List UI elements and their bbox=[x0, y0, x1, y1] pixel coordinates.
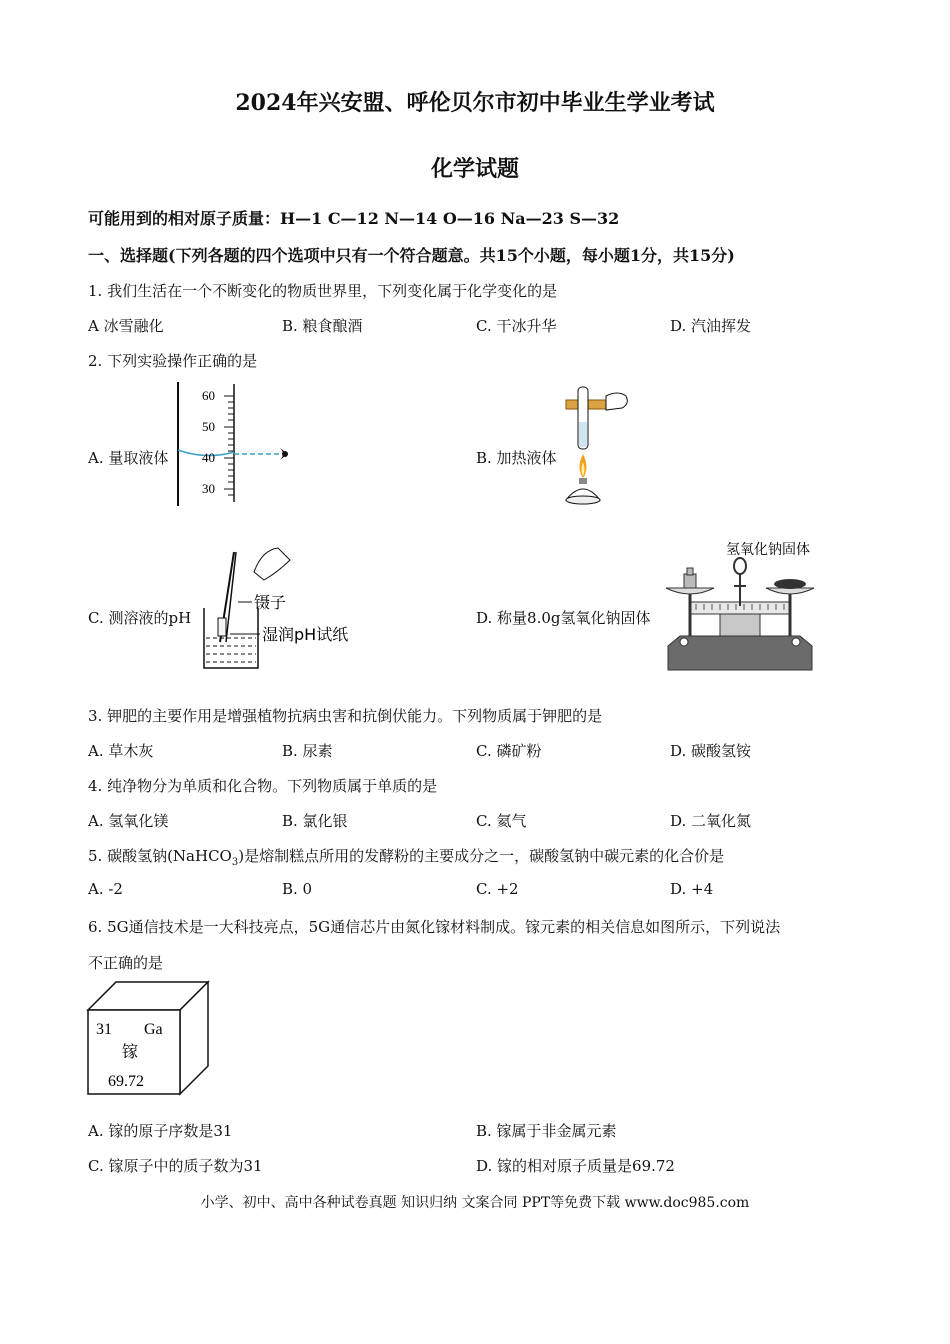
q6-option-b: B. 镓属于非金属元素 bbox=[476, 1122, 617, 1140]
q1-option-b: B. 粮食酿酒 bbox=[282, 317, 363, 335]
question-4-stem: 4. 纯净物分为单质和化合物。下列物质属于单质的是 bbox=[88, 777, 438, 795]
q5-stem-subscript: 3 bbox=[231, 857, 239, 868]
q5-option-d: D. +4 bbox=[670, 880, 714, 898]
question-3-stem: 3. 钾肥的主要作用是增强植物抗病虫害和抗倒伏能力。下列物质属于钾肥的是 bbox=[88, 707, 603, 725]
tick-label-40: 40 bbox=[202, 450, 215, 465]
q4-option-a: A. 氢氧化镁 bbox=[88, 812, 169, 830]
q2-option-c: C. 测溶液的pH bbox=[88, 609, 192, 627]
tick-label-30: 30 bbox=[202, 481, 215, 496]
q6-option-c: C. 镓原子中的质子数为31 bbox=[88, 1157, 263, 1175]
element-mass: 69.72 bbox=[108, 1073, 144, 1090]
q6-option-a: A. 镓的原子序数是31 bbox=[88, 1122, 233, 1140]
atomic-mass-line: 可能用到的相对原子质量：H—1 C—12 N—14 O—16 Na—23 S—32 bbox=[88, 209, 620, 228]
q1-option-d: D. 汽油挥发 bbox=[670, 317, 752, 335]
tick-label-60: 60 bbox=[202, 388, 215, 403]
element-name: 镓 bbox=[122, 1042, 139, 1061]
q3-option-b: B. 尿素 bbox=[282, 742, 333, 760]
section-heading: 一、选择题(下列各题的四个选项中只有一个符合题意。共15个小题，每小题1分，共15分) bbox=[88, 246, 735, 265]
question-5-stem bbox=[88, 845, 724, 868]
element-symbol: Ga bbox=[144, 1021, 163, 1038]
q1-option-c: C. 干冰升华 bbox=[476, 317, 557, 335]
tick-label-50: 50 bbox=[202, 419, 215, 434]
q4-option-c: C. 氦气 bbox=[476, 812, 527, 830]
exam-subject: 化学试题 bbox=[430, 156, 519, 182]
ph-test-figure bbox=[198, 542, 378, 672]
q2-option-b: B. 加热液体 bbox=[476, 449, 557, 467]
q4-option-b: B. 氯化银 bbox=[282, 812, 348, 830]
q1-option-a: A 冰雪融化 bbox=[88, 317, 164, 335]
gallium-element-cell bbox=[86, 980, 212, 1098]
naoh-label: 氢氧化钠固体 bbox=[726, 542, 810, 558]
q5-stem-post: )是熔制糕点所用的发酵粉的主要成分之一，碳酸氢钠中碳元素的化合价是 bbox=[238, 847, 725, 865]
ph-paper-label: 湿润pH试纸 bbox=[262, 625, 349, 644]
q3-option-a: A. 草木灰 bbox=[88, 742, 154, 760]
q4-option-d: D. 二氧化氮 bbox=[670, 812, 752, 830]
graduated-cylinder-figure bbox=[172, 380, 302, 510]
question-2-stem: 2. 下列实验操作正确的是 bbox=[88, 352, 258, 370]
element-number: 31 bbox=[96, 1021, 112, 1038]
q5-stem-pre: 5. 碳酸氢钠(NaHCO bbox=[88, 847, 232, 865]
q6-option-d: D. 镓的相对原子质量是69.72 bbox=[476, 1157, 675, 1175]
q3-option-d: D. 碳酸氢铵 bbox=[670, 742, 752, 760]
q5-option-a: A. -2 bbox=[88, 880, 123, 898]
tweezers-label: 镊子 bbox=[254, 593, 287, 612]
question-1-stem: 1. 我们生活在一个不断变化的物质世界里，下列变化属于化学变化的是 bbox=[88, 282, 558, 300]
q3-option-c: C. 磷矿粉 bbox=[476, 742, 542, 760]
q2-option-a: A. 量取液体 bbox=[88, 449, 169, 467]
heating-liquid-figure bbox=[556, 382, 636, 512]
q2-option-d: D. 称量8.0g氢氧化钠固体 bbox=[476, 609, 651, 627]
q5-option-c: C. +2 bbox=[476, 880, 519, 898]
balance-figure bbox=[660, 538, 820, 674]
question-6-stem-line1: 6. 5G通信技术是一大科技亮点，5G通信芯片由氮化镓材料制成。镓元素的相关信息如图所示，下列说法 bbox=[88, 918, 781, 936]
q5-option-b: B. 0 bbox=[282, 880, 313, 898]
question-6-stem-line2: 不正确的是 bbox=[88, 954, 164, 972]
exam-title: 2024年兴安盟、呼伦贝尔市初中毕业生学业考试 bbox=[235, 90, 715, 116]
page-footer: 小学、初中、高中各种试卷真题 知识归纳 文案合同 PPT等免费下载 www.doc985.com bbox=[200, 1195, 750, 1211]
